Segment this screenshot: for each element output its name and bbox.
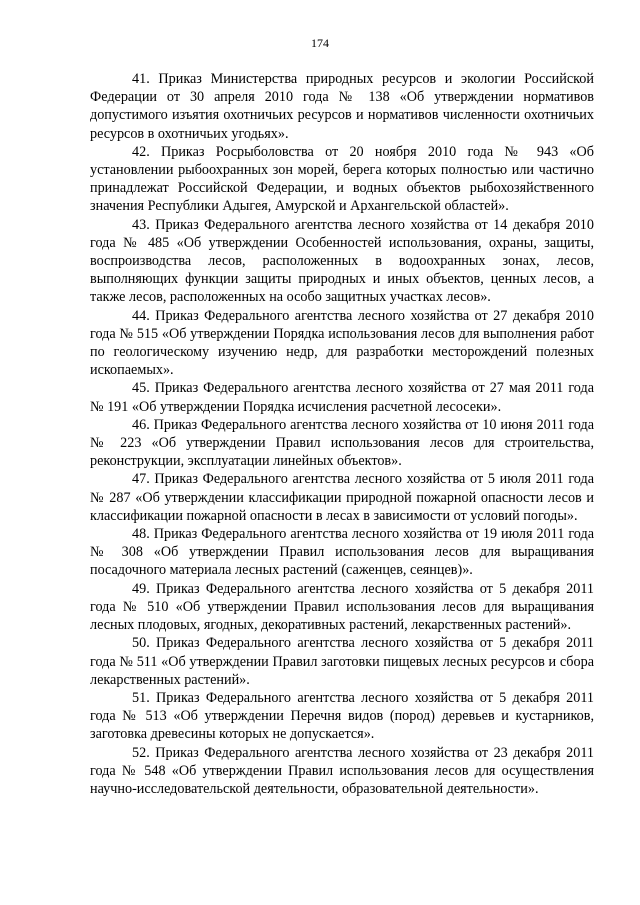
- list-item: 47. Приказ Федерального агентства лесного хозяйства от 5 июля 2011 года № 287 «Об утверждении классификации природной пожарной опасности лесов и классификации пожарной опасности в лесах в зависимости от условий погоды».: [90, 471, 594, 524]
- list-item: 44. Приказ Федерального агентства лесного хозяйства от 27 декабря 2010 года № 515 «Об утверждении Порядка использования лесов для выполнения работ по геологическому изучению недр, для разработки месторождений полезных ископаемых».: [90, 307, 594, 379]
- list-item: 51. Приказ Федерального агентства лесного хозяйства от 5 декабря 2011 года № 513 «Об утверждении Перечня видов (пород) деревьев и кустарников, заготовка древесины которых не допускается».: [90, 689, 594, 743]
- page-number: 174: [311, 36, 329, 50]
- list-item: 41. Приказ Министерства природных ресурсов и экологии Российской Федерации от 30 апреля 2010 года № 138 «Об утверждении нормативов допустимого изъятия охотничьих ресурсов и нормативов численности охотничьих ресурсов в охотничьих угодьях».: [90, 71, 594, 142]
- document-body: [90, 70, 594, 798]
- list-item: 46. Приказ Федерального агентства лесного хозяйства от 10 июня 2011 года № 223 «Об утверждении Правил использования лесов для строительства, реконструкции, эксплуатации линейных объектов».: [90, 416, 594, 470]
- list-item: 42. Приказ Росрыболовства от 20 ноября 2010 года № 943 «Об установлении рыбоохранных зон морей, берега которых полностью или частично принадлежат Российской Федерации, и водных объектов рыбохозяйственного значения Республики Адыгея, Амурской и Архангельской областей».: [90, 143, 594, 215]
- list-item: 50. Приказ Федерального агентства лесного хозяйства от 5 декабря 2011 года № 511 «Об утверждении Правил заготовки пищевых лесных ресурсов и сбора лекарственных растений».: [90, 635, 594, 688]
- list-item: 49. Приказ Федерального агентства лесного хозяйства от 5 декабря 2011 года № 510 «Об утверждении Правил использования лесов для выращивания лесных плодовых, ягодных, декоративных растений, лекарственных растений».: [90, 580, 594, 634]
- list-item: 52. Приказ Федерального агентства лесного хозяйства от 23 декабря 2011 года № 548 «Об утверждении Правил использования лесов для осуществления научно-исследовательской деятельности, образовательной деятельности».: [90, 744, 594, 797]
- list-item: 48. Приказ Федерального агентства лесного хозяйства от 19 июля 2011 года № 308 «Об утверждении Правил использования лесов для выращивания посадочного материала лесных растений (саженцев, сеянцев)».: [90, 526, 594, 579]
- list-item: 43. Приказ Федерального агентства лесного хозяйства от 14 декабря 2010 года № 485 «Об утверждении Особенностей использования, охраны, защиты, воспроизводства лесов, расположенных в водоохранных зонах, лесов, выполняющих функции защиты природных и иных объектов, ценных лесов, а также лесов, расположенных на особо защитных участках лесов».: [90, 216, 594, 306]
- list-item: 45. Приказ Федерального агентства лесного хозяйства от 27 мая 2011 года № 191 «Об утверждении Порядка исчисления расчетной лесосеки».: [90, 380, 594, 415]
